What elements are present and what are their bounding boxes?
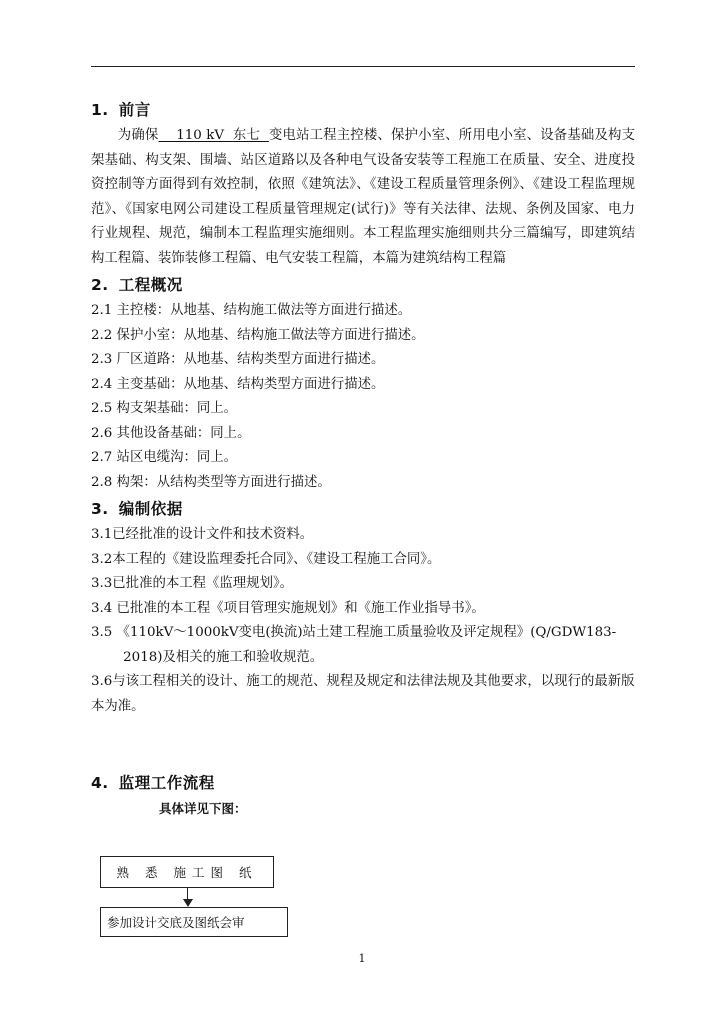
section-title: 编制依据 [118, 500, 183, 518]
list-item: 3.4 已批准的本工程《项目管理实施规划》和《施工作业指导书》。 [91, 600, 485, 616]
list-item: 3.1已经批准的设计文件和技术资料。 [91, 527, 314, 542]
section-heading [91, 96, 635, 124]
list-item: 2.2 保护小室：从地基、结构施工做法等方面进行描述。 [91, 327, 425, 343]
list-item: 2.6 其他设备基础：同上。 [91, 425, 251, 441]
header-rule [91, 66, 635, 67]
station-name-blank: 东七 [232, 128, 269, 143]
section-number: 4. [91, 774, 109, 792]
list-item: 2.1 主控楼：从地基、结构施工做法等方面进行描述。 [91, 303, 412, 318]
section-title: 监理工作流程 [118, 774, 215, 792]
section-number: 2. [91, 276, 109, 294]
list-item: 3.5 《110kV～1000kV变电(换流)站土建工程施工质量验收及评定规程》(Q/GDW183-2018)及相关的施工和验收规范。 [91, 625, 617, 665]
section-title: 工程概况 [118, 276, 183, 294]
section-number: 3. [91, 500, 109, 518]
intro-text-rest: 变电站工程主控楼、保护小室、所用电小室、设备基础及构支架基础、构支架、围墙、站区道路以及各种电气设备安装等工程施工在质量、安全、进度投资控制等方面得到有效控制，依照《建筑法》、《建设工程质量管理条例》、《建设工程监理规范》、《国家电网公司建设工程质量管理规定(试行)》等有关法律、法规、条例及国家、电力行业规程、规范，编制本工程监理实施细则。本工程监理实施细则共分三篇编写，即建筑结构工程篇、装饰装修工程篇、电气安装工程篇，本篇为建筑结构工程篇 [91, 128, 636, 266]
list-item: 2.8 构架：从结构类型等方面进行描述。 [91, 474, 331, 490]
section-heading [91, 769, 635, 797]
section-number: 1. [91, 101, 109, 119]
page-number: 1 [358, 952, 366, 965]
list-item: 2.7 站区电缆沟：同上。 [91, 450, 238, 465]
list-item: 3.2本工程的《建设监理委托合同》、《建设工程施工合同》。 [91, 551, 441, 567]
list-item: 3.6与该工程相关的设计、施工的规范、规程及规定和法律法规及其他要求，以现行的最新版本为准。 [91, 674, 635, 714]
flowchart-step-2: 参加设计交底及图纸会审 [100, 907, 288, 937]
section-gap [91, 719, 635, 769]
list-item: 3.3已批准的本工程《监理规划》。 [91, 576, 294, 591]
list-item: 2.5 构支架基础：同上。 [91, 401, 238, 416]
voltage-blank: 110 kV [158, 128, 233, 143]
flowchart-step-1: 熟 悉 施工图 纸 [100, 856, 274, 888]
section-title: 前言 [118, 101, 151, 119]
flowchart-caption: 具体详见下图： [159, 801, 247, 816]
list-item: 2.4 主变基础：从地基、结构类型方面进行描述。 [91, 376, 385, 392]
section-heading [91, 495, 635, 523]
section-heading [91, 271, 635, 299]
document-body [91, 96, 635, 819]
list-item: 2.3 厂区道路：从地基、结构类型方面进行描述。 [91, 352, 385, 367]
intro-paragraph [91, 124, 635, 271]
down-arrow-icon [183, 899, 193, 907]
intro-text-start: 为确保 [117, 128, 159, 143]
